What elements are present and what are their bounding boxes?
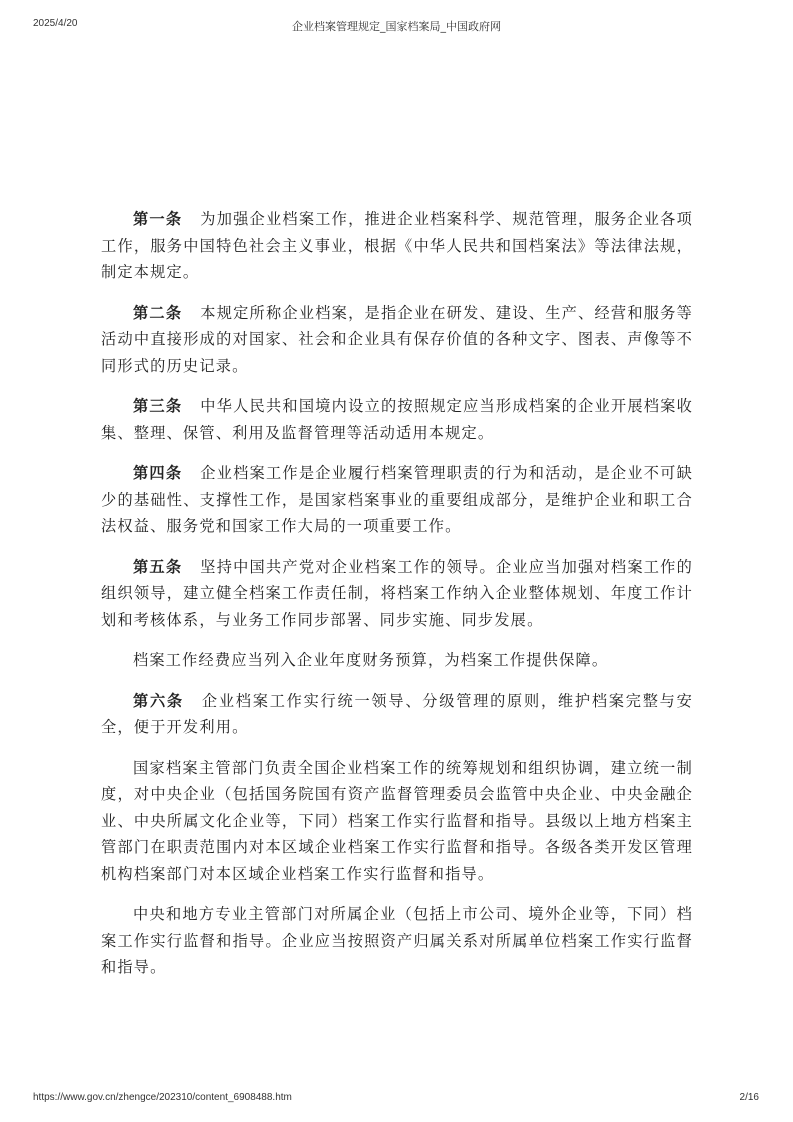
- article-text: 本规定所称企业档案，是指企业在研发、建设、生产、经营和服务等活动中直接形成的对国家、社会和企业具有保存价值的各种文字、图表、声像等不同形式的历史记录。: [101, 303, 693, 375]
- paragraph-article-6: [101, 688, 693, 741]
- article-heading: 第一条: [133, 210, 183, 228]
- article-heading: 第六条: [133, 691, 184, 710]
- paragraph-article-2: [101, 300, 693, 380]
- article-text: 企业档案工作是企业履行档案管理职责的行为和活动，是企业不可缺少的基础性、支撑性工作，是国家档案事业的重要组成部分，是维护企业和职工合法权益、服务党和国家工作大局的一项重要工作。: [101, 464, 693, 535]
- page-title: 企业档案管理规定_国家档案局_中国政府网: [292, 20, 501, 33]
- article-text: 坚持中国共产党对企业档案工作的领导。企业应当加强对档案工作的组织领导，建立健全档案工作责任制，将档案工作纳入企业整体规划、年度工作计划和考核体系，与业务工作同步部署、同步实施、同步发展。: [101, 557, 693, 629]
- paragraph-article-5: [101, 554, 693, 634]
- page-number: 2/16: [739, 1092, 759, 1103]
- paragraph-article-1: [101, 206, 693, 286]
- article-heading: 第四条: [133, 464, 183, 482]
- page-url: https://www.gov.cn/zhengce/202310/content_6908488.htm: [33, 1092, 292, 1103]
- article-heading: 第三条: [133, 397, 183, 415]
- article-text: 中央和地方专业主管部门对所属企业（包括上市公司、境外企业等，下同）档案工作实行监督和指导。企业应当按照资产归属关系对所属单位档案工作实行监督和指导。: [101, 905, 693, 976]
- print-date: 2025/4/20: [33, 18, 78, 29]
- article-text: 企业档案工作实行统一领导、分级管理的原则，维护档案完整与安全，便于开发利用。: [101, 691, 693, 736]
- article-text: 档案工作经费应当列入企业年度财务预算，为档案工作提供保障。: [133, 651, 609, 669]
- paragraph-article-4: [101, 460, 693, 540]
- paragraph-article-6-central-local: [101, 901, 693, 981]
- article-text: 为加强企业档案工作，推进企业档案科学、规范管理，服务企业各项工作，服务中国特色社会主义事业，根据《中华人民共和国档案法》等法律法规，制定本规定。: [101, 210, 693, 281]
- article-text: 国家档案主管部门负责全国企业档案工作的统筹规划和组织协调，建立统一制度，对中央企业（包括国务院国有资产监督管理委员会监管中央企业、中央金融企业、中央所属文化企业等，下同）档案工作实行监督和指导。县级以上地方档案主管部门在职责范围内对本区域企业档案工作实行监督和指导。各级各类开发区管理机构档案部门对本区域企业档案工作实行监督和指导。: [101, 758, 693, 883]
- paragraph-article-5-funding: [101, 647, 693, 674]
- article-heading: 第二条: [133, 303, 183, 322]
- document-body: [101, 206, 693, 995]
- paragraph-article-6-national: [101, 755, 693, 888]
- paragraph-article-3: [101, 393, 693, 446]
- article-heading: 第五条: [133, 557, 183, 576]
- article-text: 中华人民共和国境内设立的按照规定应当形成档案的企业开展档案收集、整理、保管、利用及监督管理等活动适用本规定。: [101, 397, 693, 442]
